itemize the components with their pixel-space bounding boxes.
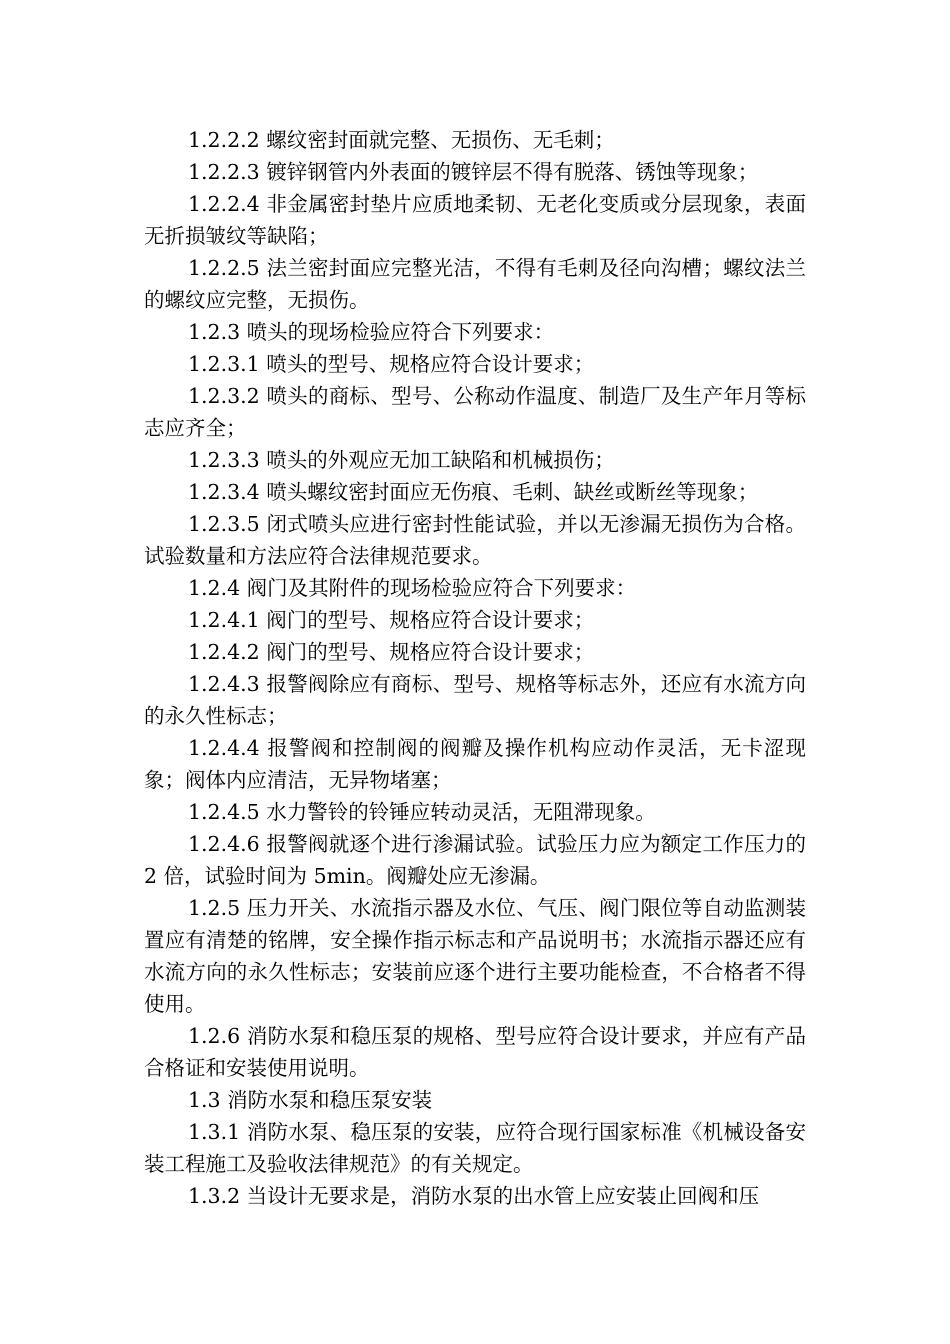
paragraph-1-2-2-2: 1.2.2.2 螺纹密封面就完整、无损伤、无毛刺； bbox=[188, 128, 615, 152]
paragraph-1-2-2-4: 1.2.2.4 非金属密封垫片应质地柔韧、无老化变质或分层现象，表面无折损皱纹等缺陷； bbox=[144, 192, 806, 248]
document-page bbox=[144, 124, 806, 1212]
paragraph-1-2-4-6: 1.2.4.6 报警阀就逐个进行渗漏试验。试验压力应为额定工作压力的 2 倍，试验时间为 5min。阀瓣处应无渗漏。 bbox=[144, 832, 806, 888]
paragraph-1-2-4-4: 1.2.4.4 报警阀和控制阀的阀瓣及操作机构应动作灵活，无卡涩现象；阀体内应清洁，无异物堵塞； bbox=[144, 736, 806, 792]
paragraph-1-2-3-2: 1.2.3.2 喷头的商标、型号、公称动作温度、制造厂及生产年月等标志应齐全； bbox=[144, 384, 806, 440]
paragraph-1-2-3-4: 1.2.3.4 喷头螺纹密封面应无伤痕、毛刺、缺丝或断丝等现象； bbox=[188, 480, 759, 504]
paragraph-1-2-5: 1.2.5 压力开关、水流指示器及水位、气压、阀门限位等自动监测装置应有清楚的铭牌，安全操作指示标志和产品说明书；水流指示器还应有水流方向的永久性标志；安装前应逐个进行主要功能检查，不合格者不得使用。 bbox=[144, 896, 806, 1016]
paragraph-1-3-1: 1.3.1 消防水泵、稳压泵的安装，应符合现行国家标准《机械设备安装工程施工及验收法律规范》的有关规定。 bbox=[144, 1120, 806, 1176]
paragraph-1-2-4-1: 1.2.4.1 阀门的型号、规格应符合设计要求； bbox=[188, 608, 595, 632]
paragraph-1-2-2-3: 1.2.2.3 镀锌钢管内外表面的镀锌层不得有脱落、锈蚀等现象； bbox=[188, 160, 759, 184]
paragraph-1-2-4-2: 1.2.4.2 阀门的型号、规格应符合设计要求； bbox=[188, 640, 595, 664]
paragraph-1-2-2-5: 1.2.2.5 法兰密封面应完整光洁，不得有毛刺及径向沟槽；螺纹法兰的螺纹应完整，无损伤。 bbox=[144, 256, 806, 312]
heading-1-3: 1.3 消防水泵和稳压泵安装 bbox=[188, 1088, 433, 1112]
paragraph-1-2-3-3: 1.2.3.3 喷头的外观应无加工缺陷和机械损伤； bbox=[188, 448, 615, 472]
paragraph-1-2-6: 1.2.6 消防水泵和稳压泵的规格、型号应符合设计要求，并应有产品合格证和安装使用说明。 bbox=[144, 1024, 806, 1080]
paragraph-1-3-2: 1.3.2 当设计无要求是，消防水泵的出水管上应安装止回阀和压 bbox=[188, 1184, 760, 1208]
paragraph-1-2-4-3: 1.2.4.3 报警阀除应有商标、型号、规格等标志外，还应有水流方向的永久性标志； bbox=[144, 672, 806, 728]
paragraph-1-2-3-5: 1.2.3.5 闭式喷头应进行密封性能试验，并以无渗漏无损伤为合格。试验数量和方法应符合法律规范要求。 bbox=[144, 512, 806, 568]
heading-1-2-3: 1.2.3 喷头的现场检验应符合下列要求： bbox=[188, 320, 555, 344]
paragraph-1-2-4-5: 1.2.4.5 水力警铃的铃锤应转动灵活，无阻滞现象。 bbox=[188, 800, 656, 824]
heading-1-2-4: 1.2.4 阀门及其附件的现场检验应符合下列要求： bbox=[188, 576, 637, 600]
paragraph-1-2-3-1: 1.2.3.1 喷头的型号、规格应符合设计要求； bbox=[188, 352, 595, 376]
